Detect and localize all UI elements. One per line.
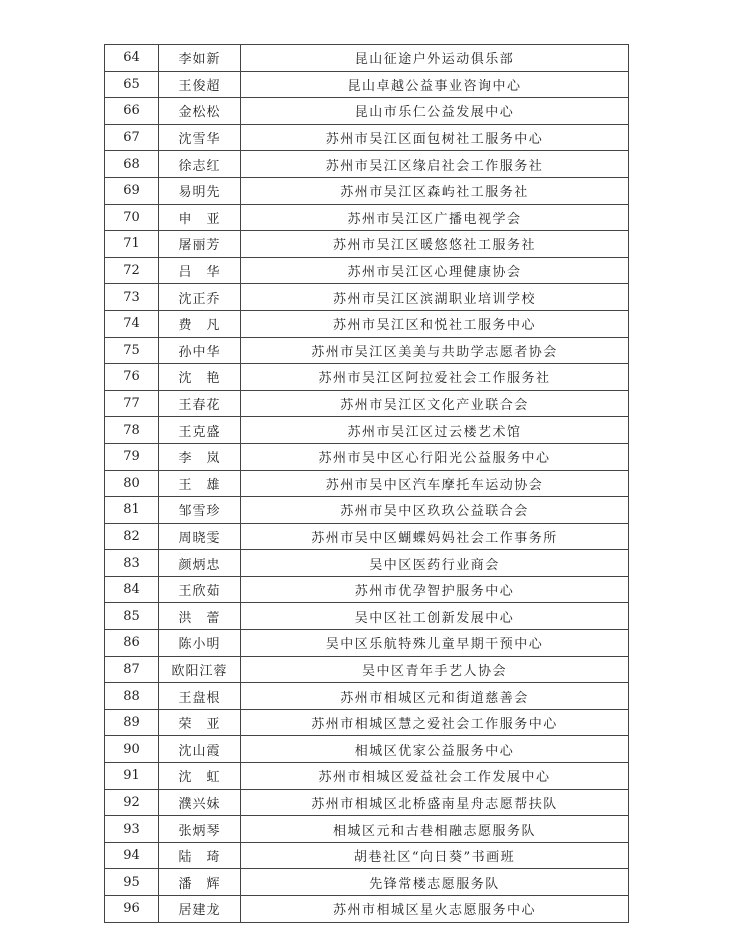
- organization-name: 苏州市优孕智护服务中心: [241, 576, 629, 603]
- person-name: 潘 辉: [159, 869, 241, 896]
- row-number: 85: [105, 603, 159, 630]
- person-name: 费 凡: [159, 310, 241, 337]
- table-row: [105, 470, 629, 497]
- organization-name: 胡巷社区“向日葵”书画班: [241, 842, 629, 869]
- table-row: [105, 736, 629, 763]
- table-row: [105, 177, 629, 204]
- person-name: 王克盛: [159, 417, 241, 444]
- person-name: 颜炳忠: [159, 550, 241, 577]
- row-number: 64: [105, 45, 159, 72]
- table-row: [105, 337, 629, 364]
- organization-name: 苏州市吴中区汽车摩托车运动协会: [241, 470, 629, 497]
- person-name: 洪 蕾: [159, 603, 241, 630]
- table-row: [105, 443, 629, 470]
- table-row: [105, 310, 629, 337]
- person-name: 屠丽芳: [159, 231, 241, 258]
- organization-name: 苏州市吴江区阿拉爱社会工作服务社: [241, 364, 629, 391]
- row-number: 81: [105, 497, 159, 524]
- row-number: 94: [105, 842, 159, 869]
- organization-name: 苏州市相城区星火志愿服务中心: [241, 896, 629, 923]
- organization-name: 苏州市吴江区缘启社会工作服务社: [241, 151, 629, 178]
- table-row: [105, 390, 629, 417]
- organization-name: 昆山市乐仁公益发展中心: [241, 98, 629, 125]
- organization-name: 苏州市吴江区广播电视学会: [241, 204, 629, 231]
- organization-name: 相城区优家公益服务中心: [241, 736, 629, 763]
- row-number: 72: [105, 257, 159, 284]
- table-row: [105, 284, 629, 311]
- table-row: [105, 869, 629, 896]
- person-name: 王俊超: [159, 71, 241, 98]
- table-row: [105, 124, 629, 151]
- table-row: [105, 683, 629, 710]
- table-row: [105, 257, 629, 284]
- row-number: 76: [105, 364, 159, 391]
- person-name: 金松松: [159, 98, 241, 125]
- table-row: [105, 550, 629, 577]
- person-name: 张炳琴: [159, 816, 241, 843]
- organization-name: 先锋常楼志愿服务队: [241, 869, 629, 896]
- row-number: 86: [105, 630, 159, 657]
- table-row: [105, 842, 629, 869]
- organization-name: 苏州市吴中区玖玖公益联合会: [241, 497, 629, 524]
- table-row: [105, 231, 629, 258]
- person-name: 王 雄: [159, 470, 241, 497]
- row-number: 70: [105, 204, 159, 231]
- row-number: 65: [105, 71, 159, 98]
- person-name: 李 岚: [159, 443, 241, 470]
- table-row: [105, 151, 629, 178]
- roster-table-body: [105, 45, 629, 923]
- row-number: 77: [105, 390, 159, 417]
- row-number: 68: [105, 151, 159, 178]
- organization-name: 苏州市吴江区美美与共助学志愿者协会: [241, 337, 629, 364]
- table-row: [105, 816, 629, 843]
- person-name: 沈 艳: [159, 364, 241, 391]
- row-number: 92: [105, 789, 159, 816]
- person-name: 沈雪华: [159, 124, 241, 151]
- table-row: [105, 364, 629, 391]
- organization-name: 苏州市吴中区心行阳光公益服务中心: [241, 443, 629, 470]
- row-number: 87: [105, 656, 159, 683]
- table-row: [105, 656, 629, 683]
- organization-name: 吴中区医药行业商会: [241, 550, 629, 577]
- person-name: 濮兴妹: [159, 789, 241, 816]
- table-row: [105, 497, 629, 524]
- roster-table: [104, 44, 629, 923]
- person-name: 王欣茹: [159, 576, 241, 603]
- table-row: [105, 71, 629, 98]
- organization-name: 吴中区乐航特殊儿童早期干预中心: [241, 630, 629, 657]
- person-name: 易明先: [159, 177, 241, 204]
- person-name: 沈山霞: [159, 736, 241, 763]
- person-name: 陆 琦: [159, 842, 241, 869]
- person-name: 孙中华: [159, 337, 241, 364]
- row-number: 83: [105, 550, 159, 577]
- person-name: 沈正乔: [159, 284, 241, 311]
- organization-name: 苏州市相城区慧之爱社会工作服务中心: [241, 709, 629, 736]
- table-row: [105, 204, 629, 231]
- row-number: 96: [105, 896, 159, 923]
- organization-name: 相城区元和古巷相融志愿服务队: [241, 816, 629, 843]
- table-row: [105, 896, 629, 923]
- row-number: 74: [105, 310, 159, 337]
- row-number: 67: [105, 124, 159, 151]
- organization-name: 苏州市吴江区心理健康协会: [241, 257, 629, 284]
- organization-name: 苏州市吴江区文化产业联合会: [241, 390, 629, 417]
- organization-name: 苏州市吴江区滨湖职业培训学校: [241, 284, 629, 311]
- person-name: 欧阳江蓉: [159, 656, 241, 683]
- person-name: 王春花: [159, 390, 241, 417]
- table-row: [105, 417, 629, 444]
- person-name: 李如新: [159, 45, 241, 72]
- organization-name: 苏州市吴江区森屿社工服务社: [241, 177, 629, 204]
- organization-name: 苏州市吴中区蝴蝶妈妈社会工作事务所: [241, 523, 629, 550]
- row-number: 78: [105, 417, 159, 444]
- row-number: 73: [105, 284, 159, 311]
- row-number: 71: [105, 231, 159, 258]
- table-row: [105, 603, 629, 630]
- person-name: 吕 华: [159, 257, 241, 284]
- organization-name: 苏州市相城区元和街道慈善会: [241, 683, 629, 710]
- row-number: 88: [105, 683, 159, 710]
- organization-name: 苏州市相城区北桥盛南星舟志愿帮扶队: [241, 789, 629, 816]
- table-row: [105, 576, 629, 603]
- organization-name: 苏州市相城区爱益社会工作发展中心: [241, 763, 629, 790]
- person-name: 沈 虹: [159, 763, 241, 790]
- table-row: [105, 523, 629, 550]
- person-name: 邹雪珍: [159, 497, 241, 524]
- table-row: [105, 630, 629, 657]
- table-row: [105, 98, 629, 125]
- row-number: 89: [105, 709, 159, 736]
- person-name: 荣 亚: [159, 709, 241, 736]
- row-number: 95: [105, 869, 159, 896]
- organization-name: 昆山卓越公益事业咨询中心: [241, 71, 629, 98]
- organization-name: 苏州市吴江区过云楼艺术馆: [241, 417, 629, 444]
- person-name: 居建龙: [159, 896, 241, 923]
- row-number: 84: [105, 576, 159, 603]
- row-number: 75: [105, 337, 159, 364]
- organization-name: 苏州市吴江区暖悠悠社工服务社: [241, 231, 629, 258]
- person-name: 徐志红: [159, 151, 241, 178]
- organization-name: 吴中区青年手艺人协会: [241, 656, 629, 683]
- organization-name: 苏州市吴江区面包树社工服务中心: [241, 124, 629, 151]
- table-row: [105, 709, 629, 736]
- organization-name: 昆山征途户外运动俱乐部: [241, 45, 629, 72]
- table-row: [105, 789, 629, 816]
- row-number: 90: [105, 736, 159, 763]
- row-number: 93: [105, 816, 159, 843]
- row-number: 79: [105, 443, 159, 470]
- table-row: [105, 45, 629, 72]
- row-number: 82: [105, 523, 159, 550]
- table-row: [105, 763, 629, 790]
- row-number: 91: [105, 763, 159, 790]
- person-name: 周晓雯: [159, 523, 241, 550]
- person-name: 申 亚: [159, 204, 241, 231]
- person-name: 王盘根: [159, 683, 241, 710]
- row-number: 80: [105, 470, 159, 497]
- row-number: 66: [105, 98, 159, 125]
- person-name: 陈小明: [159, 630, 241, 657]
- organization-name: 苏州市吴江区和悦社工服务中心: [241, 310, 629, 337]
- row-number: 69: [105, 177, 159, 204]
- organization-name: 吴中区社工创新发展中心: [241, 603, 629, 630]
